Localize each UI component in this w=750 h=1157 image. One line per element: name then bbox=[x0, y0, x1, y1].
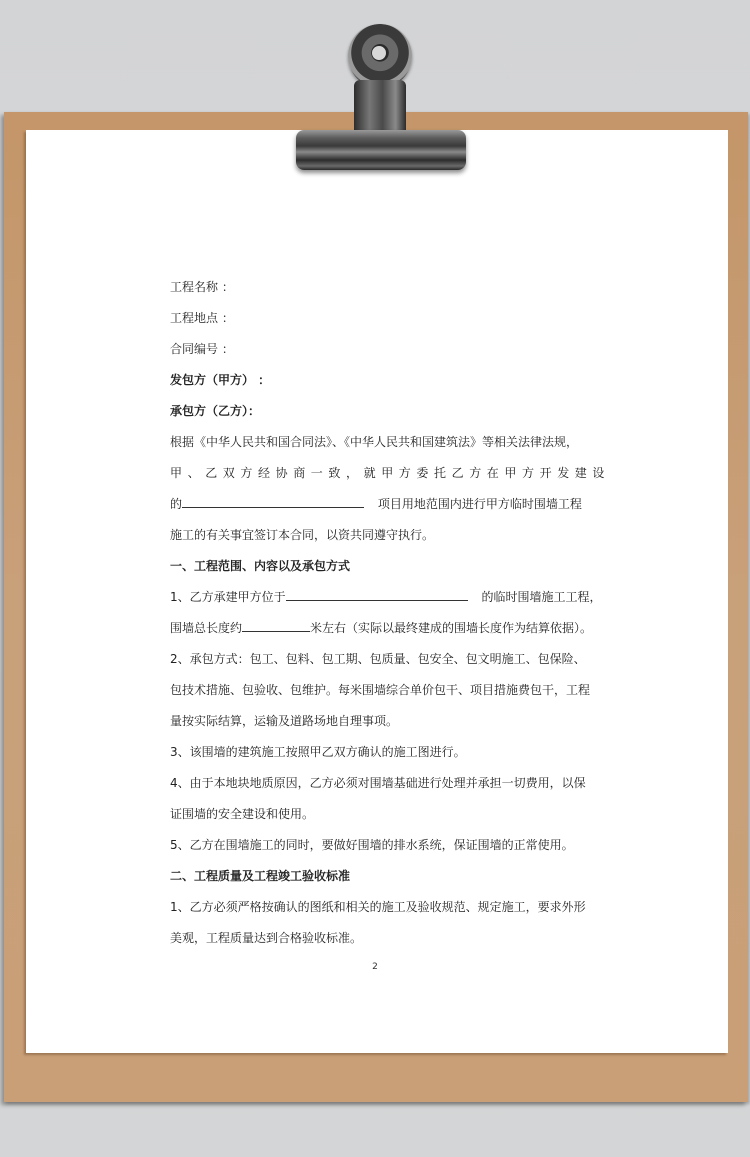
section-2-item-1-line-1: 1、乙方必须严格按确认的图纸和相关的施工及验收规范、规定施工，要求外形 bbox=[170, 900, 586, 914]
section-1-item-4-line-1: 4、由于本地块地质原因，乙方必须对围墙基础进行处理并承担一切费用，以保 bbox=[170, 776, 586, 790]
length-blank bbox=[242, 619, 310, 632]
intro-line-2: 甲、乙双方经协商一致，就甲方委托乙方在甲方开发建设 bbox=[170, 466, 611, 480]
party-b-label: 承包方（乙方）： bbox=[170, 404, 261, 418]
item-1-line2-suffix: 米左右（实际以最终建成的围墙长度作为结算依据）。 bbox=[310, 621, 593, 635]
item-1-suffix: 的临时围墙施工工程， bbox=[481, 590, 602, 604]
party-a-label: 发包方（甲方） ： bbox=[170, 373, 271, 387]
project-name-blank bbox=[182, 495, 364, 508]
clip-bar bbox=[296, 130, 466, 170]
field-contract-number: 合同编号 ： bbox=[170, 342, 234, 356]
section-1-title: 一、工程范围、内容以及承包方式 bbox=[170, 559, 351, 573]
section-1-item-2-line-1: 2、承包方式：包工、包料、包工期、包质量、包安全、包文明施工、包保险、 bbox=[170, 652, 586, 666]
section-1-item-4-line-2: 证围墙的安全建设和使用。 bbox=[170, 807, 315, 821]
section-2-title: 二、工程质量及工程竣工验收标准 bbox=[170, 869, 351, 883]
section-1-item-5: 5、乙方在围墙施工的同时，要做好围墙的排水系统，保证围墙的正常使用。 bbox=[170, 838, 574, 852]
section-1-item-2-line-2: 包技术措施、包验收、包维护。每米围墙综合单价包干、项目措施费包干，工程 bbox=[170, 683, 591, 697]
intro-line-1: 根据《中华人民共和国合同法》、《中华人民共和国建筑法》等相关法律法规， bbox=[170, 435, 579, 449]
location-blank bbox=[286, 588, 468, 601]
field-project-location: 工程地点 ： bbox=[170, 311, 234, 325]
item-1-line2-prefix: 围墙总长度约 bbox=[170, 621, 243, 635]
section-1-item-1 bbox=[170, 582, 602, 613]
intro-line-3-suffix: 项目用地范围内进行甲方临时围墙工程 bbox=[377, 497, 582, 511]
page-number: 2 bbox=[372, 962, 378, 972]
section-1-item-3: 3、该围墙的建筑施工按照甲乙双方确认的施工图进行。 bbox=[170, 745, 466, 759]
clip-hole bbox=[372, 46, 386, 60]
intro-line-3 bbox=[170, 489, 582, 520]
document-body bbox=[170, 272, 611, 954]
intro-line-4: 施工的有关事宜签订本合同，以资共同遵守执行。 bbox=[170, 528, 435, 542]
binder-clip-icon bbox=[296, 24, 466, 172]
section-1-item-1-line-2 bbox=[170, 613, 593, 644]
section-1-item-2-line-3: 量按实际结算，运输及道路场地自理事项。 bbox=[170, 714, 399, 728]
item-1-prefix: 1、乙方承建甲方位于 bbox=[170, 590, 286, 604]
intro-line-3-prefix: 的 bbox=[170, 497, 183, 511]
section-2-item-1-line-2: 美观，工程质量达到合格验收标准。 bbox=[170, 931, 363, 945]
field-project-name: 工程名称 ： bbox=[170, 280, 234, 294]
